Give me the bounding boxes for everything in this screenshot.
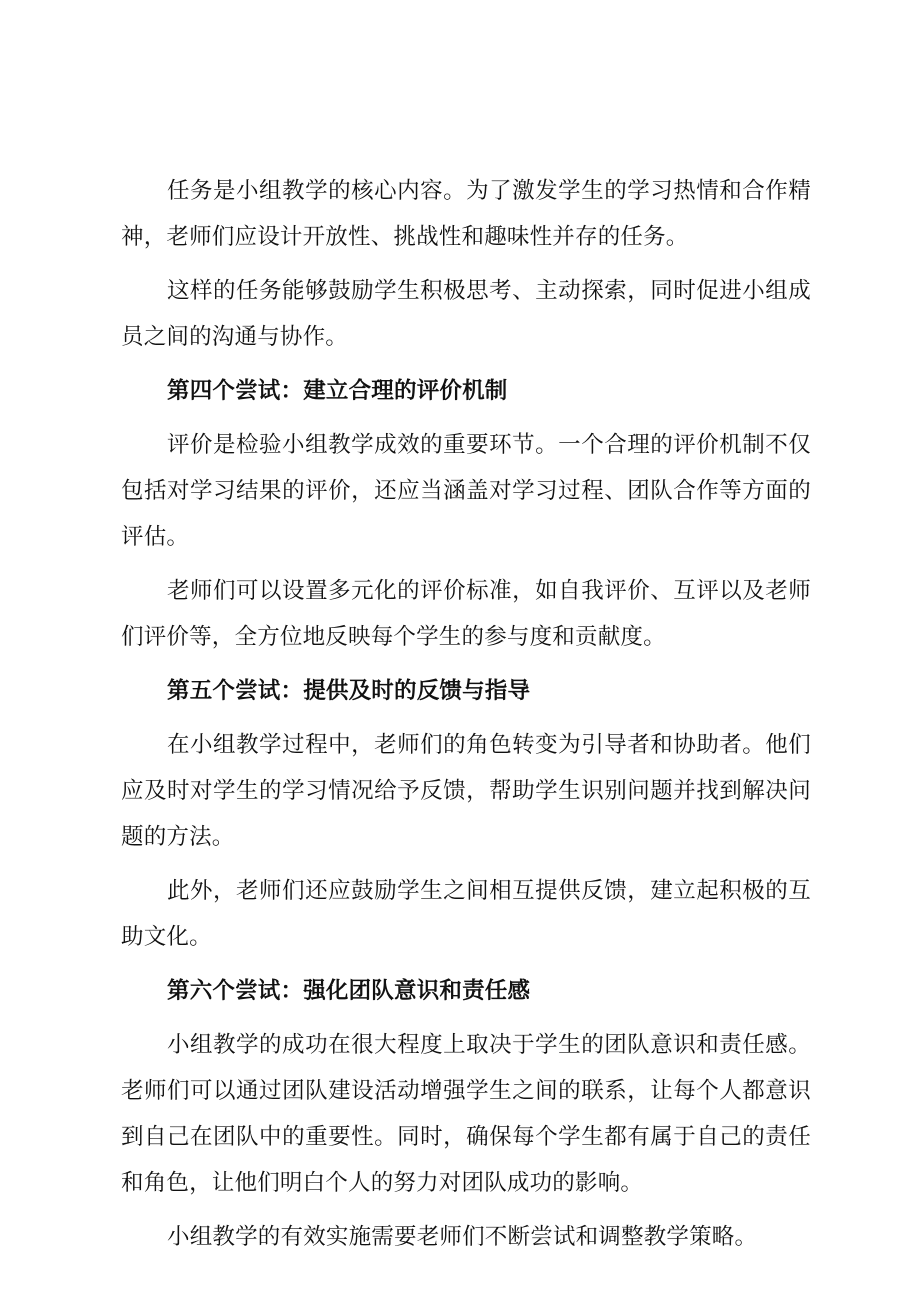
paragraph-evaluation: 评价是检验小组教学成效的重要环节。一个合理的评价机制不仅包括对学习结果的评价，还应当涵盖对学习过程、团队合作等方面的评估。 (121, 432, 811, 550)
paragraph-teamwork: 小组教学的成功在很大程度上取决于学生的团队意识和责任感。老师们可以通过团队建设活动增强学生之间的联系，让每个人都意识到自己在团队中的重要性。同时，确保每个学生都有属于自己的责任和角色，让他们明白个人的努力对团队成功的影响。 (121, 1032, 811, 1196)
section-heading-5: 第五个尝试：提供及时的反馈与指导 (167, 678, 531, 704)
paragraph-conclusion: 小组教学的有效实施需要老师们不断尝试和调整教学策略。 (167, 1224, 758, 1250)
paragraph-feedback: 在小组教学过程中，老师们的角色转变为引导者和协助者。他们应及时对学生的学习情况给予反馈，帮助学生识别问题并找到解决问题的方法。 (121, 732, 811, 850)
document-body (121, 168, 811, 1268)
section-heading-6: 第六个尝试：强化团队意识和责任感 (167, 978, 531, 1004)
paragraph-task-core: 任务是小组教学的核心内容。为了激发学生的学习热情和合作精神，老师们应设计开放性、挑战性和趣味性并存的任务。 (121, 178, 811, 250)
section-heading-4: 第四个尝试：建立合理的评价机制 (167, 378, 508, 404)
paragraph-task-benefit: 这样的任务能够鼓励学生积极思考、主动探索，同时促进小组成员之间的沟通与协作。 (121, 278, 811, 350)
paragraph-evaluation-standards: 老师们可以设置多元化的评价标准，如自我评价、互评以及老师们评价等，全方位地反映每个学生的参与度和贡献度。 (121, 578, 811, 650)
paragraph-peer-feedback: 此外，老师们还应鼓励学生之间相互提供反馈，建立起积极的互助文化。 (121, 878, 811, 950)
